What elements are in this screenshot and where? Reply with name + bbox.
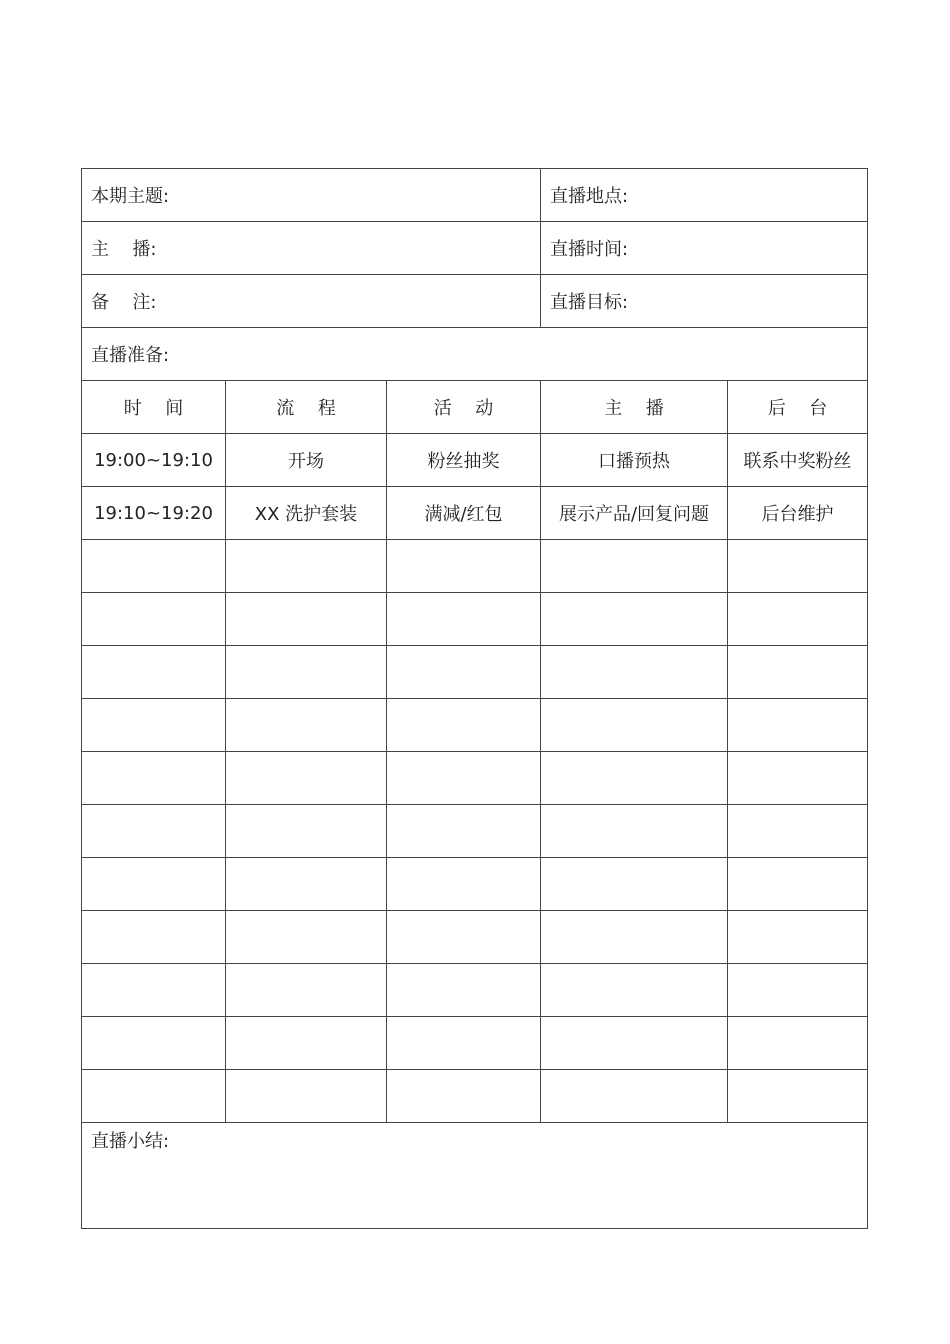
empty-cell[interactable] <box>387 858 541 911</box>
col-header-time <box>82 381 226 434</box>
empty-cell[interactable] <box>82 699 226 752</box>
empty-cell[interactable] <box>82 805 226 858</box>
info-row-note <box>82 275 868 328</box>
empty-cell[interactable] <box>387 593 541 646</box>
theme-cell[interactable] <box>82 169 541 222</box>
empty-cell[interactable] <box>541 699 728 752</box>
empty-cell[interactable] <box>226 593 387 646</box>
empty-cell[interactable] <box>387 540 541 593</box>
empty-row <box>82 911 868 964</box>
info-row-theme <box>82 169 868 222</box>
location-cell[interactable] <box>541 169 868 222</box>
table-row <box>82 487 868 540</box>
prep-cell[interactable] <box>82 328 868 381</box>
cell-backstage[interactable]: 后台维护 <box>728 487 868 540</box>
empty-row <box>82 805 868 858</box>
cell-activity[interactable]: 粉丝抽奖 <box>387 434 541 487</box>
empty-cell[interactable] <box>728 646 868 699</box>
empty-cell[interactable] <box>226 699 387 752</box>
empty-cell[interactable] <box>387 805 541 858</box>
note-label-b: 注: <box>132 292 157 313</box>
time-cell[interactable] <box>541 222 868 275</box>
empty-cell[interactable] <box>82 964 226 1017</box>
empty-row <box>82 1070 868 1123</box>
empty-cell[interactable] <box>541 593 728 646</box>
empty-cell[interactable] <box>728 752 868 805</box>
empty-cell[interactable] <box>82 540 226 593</box>
empty-row <box>82 699 868 752</box>
empty-cell[interactable] <box>728 1017 868 1070</box>
cell-process[interactable]: XX 洗护套装 <box>226 487 387 540</box>
col-header-activity-a: 活 <box>433 398 452 419</box>
prep-row <box>82 328 868 381</box>
col-header-activity <box>387 381 541 434</box>
empty-row <box>82 964 868 1017</box>
empty-cell[interactable] <box>387 752 541 805</box>
col-header-host <box>541 381 728 434</box>
empty-cell[interactable] <box>226 911 387 964</box>
cell-activity[interactable]: 满减/红包 <box>387 487 541 540</box>
summary-label: 直播小结: <box>91 1131 170 1152</box>
host-cell[interactable] <box>82 222 541 275</box>
empty-cell[interactable] <box>541 752 728 805</box>
empty-cell[interactable] <box>226 858 387 911</box>
empty-cell[interactable] <box>387 699 541 752</box>
theme-label: 本期主题: <box>91 186 170 207</box>
empty-cell[interactable] <box>728 805 868 858</box>
cell-host[interactable]: 展示产品/回复问题 <box>541 487 728 540</box>
empty-cell[interactable] <box>226 540 387 593</box>
cell-backstage[interactable]: 联系中奖粉丝 <box>728 434 868 487</box>
empty-cell[interactable] <box>82 646 226 699</box>
empty-cell[interactable] <box>728 699 868 752</box>
empty-cell[interactable] <box>82 1017 226 1070</box>
col-header-host-a: 主 <box>604 398 623 419</box>
empty-cell[interactable] <box>387 964 541 1017</box>
empty-row <box>82 1017 868 1070</box>
empty-cell[interactable] <box>82 1070 226 1123</box>
empty-cell[interactable] <box>541 1070 728 1123</box>
host-label-a: 主 <box>91 239 109 260</box>
col-header-backstage-b: 台 <box>809 398 828 419</box>
empty-cell[interactable] <box>387 646 541 699</box>
empty-cell[interactable] <box>541 540 728 593</box>
time-label: 直播时间: <box>550 239 629 260</box>
empty-cell[interactable] <box>728 593 868 646</box>
col-header-process-a: 流 <box>276 398 295 419</box>
col-header-host-b: 播 <box>645 398 664 419</box>
empty-cell[interactable] <box>541 805 728 858</box>
table-row <box>82 434 868 487</box>
prep-label: 直播准备: <box>91 345 170 366</box>
empty-cell[interactable] <box>387 1017 541 1070</box>
empty-cell[interactable] <box>541 646 728 699</box>
live-stream-plan-table <box>81 168 868 1229</box>
cell-host[interactable]: 口播预热 <box>541 434 728 487</box>
empty-cell[interactable] <box>728 540 868 593</box>
col-header-backstage <box>728 381 868 434</box>
empty-cell[interactable] <box>82 752 226 805</box>
empty-cell[interactable] <box>226 1017 387 1070</box>
empty-cell[interactable] <box>387 911 541 964</box>
empty-cell[interactable] <box>82 858 226 911</box>
empty-cell[interactable] <box>728 964 868 1017</box>
empty-cell[interactable] <box>226 646 387 699</box>
empty-cell[interactable] <box>728 911 868 964</box>
col-header-process-b: 程 <box>317 398 336 419</box>
note-cell[interactable] <box>82 275 541 328</box>
col-header-time-b: 间 <box>165 398 184 419</box>
empty-cell[interactable] <box>226 752 387 805</box>
goal-cell[interactable] <box>541 275 868 328</box>
note-label-a: 备 <box>91 292 109 313</box>
summary-cell[interactable] <box>82 1123 868 1229</box>
empty-cell[interactable] <box>541 911 728 964</box>
column-header-row <box>82 381 868 434</box>
empty-cell[interactable] <box>728 858 868 911</box>
empty-cell[interactable] <box>541 858 728 911</box>
empty-cell[interactable] <box>82 593 226 646</box>
empty-row <box>82 752 868 805</box>
info-row-host <box>82 222 868 275</box>
empty-cell[interactable] <box>541 1017 728 1070</box>
empty-cell[interactable] <box>728 1070 868 1123</box>
empty-cell[interactable] <box>387 1070 541 1123</box>
empty-row <box>82 858 868 911</box>
empty-cell[interactable] <box>226 1070 387 1123</box>
empty-cell[interactable] <box>226 805 387 858</box>
col-header-time-a: 时 <box>123 398 142 419</box>
empty-row <box>82 540 868 593</box>
col-header-backstage-a: 后 <box>767 398 786 419</box>
cell-time[interactable]: 19:10~19:20 <box>82 487 226 540</box>
host-label-b: 播: <box>132 239 157 260</box>
cell-time[interactable]: 19:00~19:10 <box>82 434 226 487</box>
location-label: 直播地点: <box>550 186 629 207</box>
col-header-activity-b: 动 <box>475 398 494 419</box>
empty-cell[interactable] <box>82 911 226 964</box>
empty-cell[interactable] <box>226 964 387 1017</box>
summary-row <box>82 1123 868 1229</box>
empty-row <box>82 593 868 646</box>
col-header-process <box>226 381 387 434</box>
empty-cell[interactable] <box>541 964 728 1017</box>
empty-row <box>82 646 868 699</box>
cell-process[interactable]: 开场 <box>226 434 387 487</box>
goal-label: 直播目标: <box>550 292 629 313</box>
